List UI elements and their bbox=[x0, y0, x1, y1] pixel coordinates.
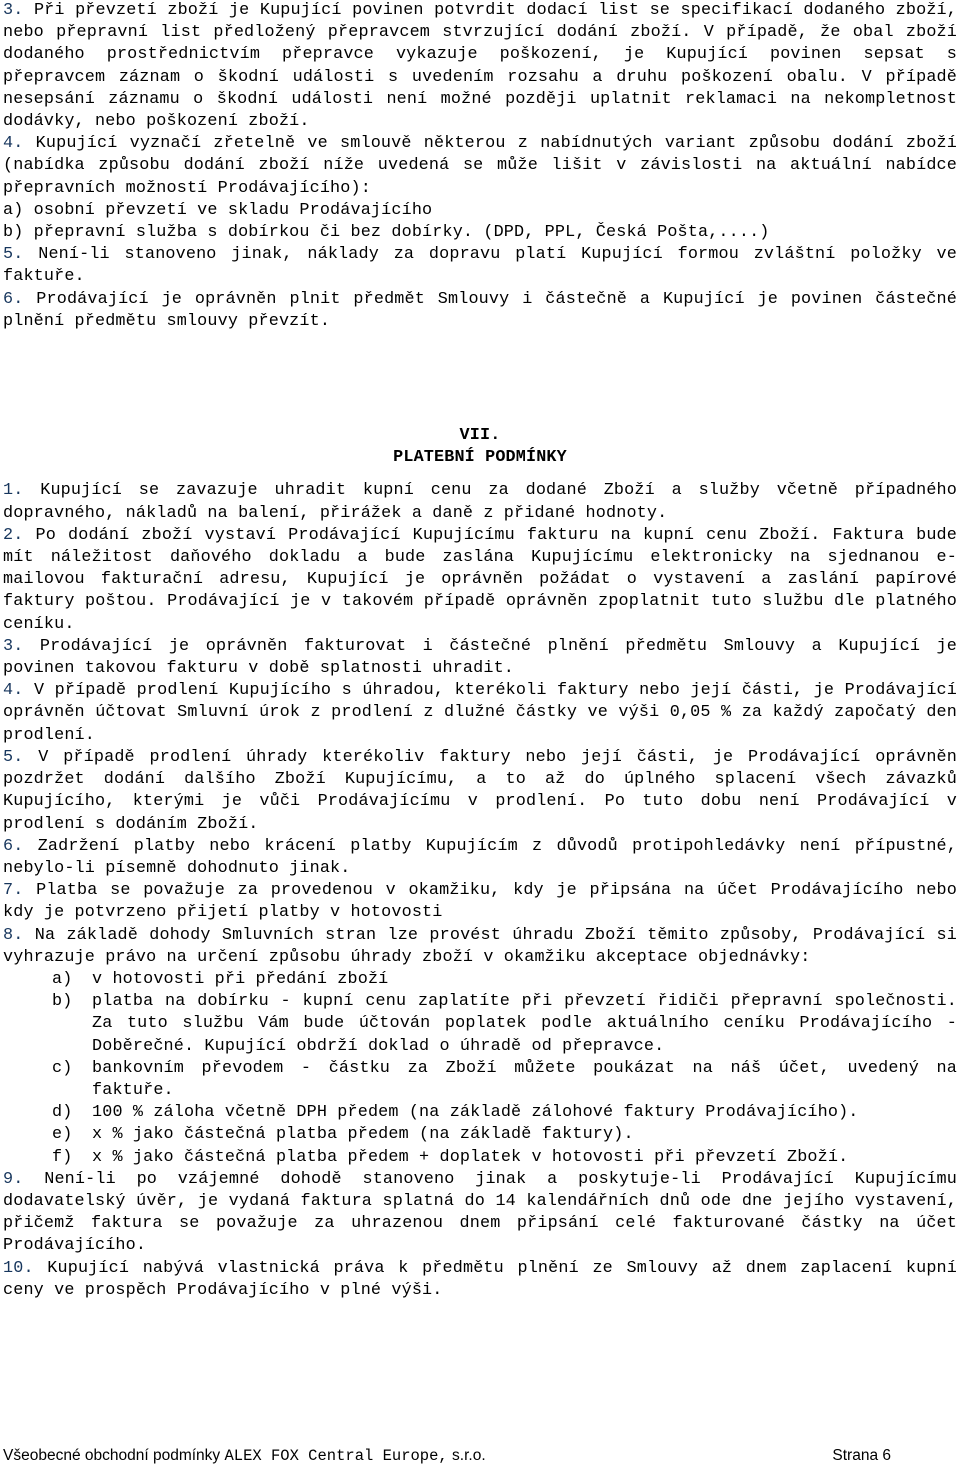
list-item bbox=[3, 969, 957, 991]
list-marker: a) bbox=[52, 969, 73, 989]
paragraph-text: Kupující vyznačí zřetelně ve smlouvě některou z nabídnutých variant způsobu dodání zboží (nabídka způsobu dodání zboží níže uvedená se může lišit v závislosti na aktuální nabídce přepravních možností Prodávajícího): bbox=[3, 134, 957, 198]
payment-paragraph-7 bbox=[3, 880, 957, 924]
payment-options-list bbox=[3, 969, 957, 1169]
paragraph-number: 2. bbox=[3, 525, 24, 545]
paragraph-number: 1. bbox=[3, 481, 24, 501]
payment-paragraph-9 bbox=[3, 1169, 957, 1258]
paragraph-number: 3. bbox=[3, 636, 24, 656]
paragraph-number: 8. bbox=[3, 925, 24, 945]
paragraph-text: Platba se považuje za provedenou v okamžiku, kdy je připsána na účet Prodávajícího nebo kdy je potvrzeno přijetí platby v hotovosti bbox=[3, 881, 957, 923]
paragraph-text: Není-li po vzájemné dohodě stanoveno jinak a poskytuje-li Prodávající Kupujícímu dodavatelský úvěr, je vydaná faktura splatná do 14 kalendářních dnů ode dne jejího vystavení, přičemž faktura se považuje za uhrazenou dnem připsání celé fakturované částky na účet Prodávajícího. bbox=[3, 1169, 957, 1256]
paragraph-number: 5. bbox=[3, 245, 24, 265]
paragraph-4 bbox=[3, 133, 957, 200]
payment-paragraph-8 bbox=[3, 925, 957, 969]
paragraph-5 bbox=[3, 244, 957, 288]
list-item bbox=[3, 991, 957, 1058]
paragraph-text: Kupující se zavazuje uhradit kupní cenu za dodané Zboží a služby včetně případného dopravného, nákladů na balení, přirážek a daně z přidané hodnoty. bbox=[3, 481, 957, 523]
list-marker: e) bbox=[52, 1125, 73, 1145]
paragraph-text: Po dodání zboží vystaví Prodávající Kupujícímu fakturu na kupní cenu Zboží. Faktura bude mít náležitost daňového dokladu a bude zaslána Kupujícímu elektronicky na sjednanou e-mailovou fakturační adresu, Kupující je oprávněn požádat o vystavení a zaslání papírové faktury poštou. Prodávající je v takovém případě oprávněn zpoplatnit tuto službu dle platného ceníku. bbox=[3, 525, 957, 634]
paragraph-number: 3. bbox=[3, 1, 24, 20]
list-marker: c) bbox=[52, 1058, 73, 1078]
footer-company-name: ALEX FOX Central Europe, bbox=[224, 1447, 448, 1465]
payment-paragraph-2 bbox=[3, 525, 957, 636]
list-item bbox=[3, 1147, 957, 1169]
paragraph-text: Prodávající je oprávněn plnit předmět Smlouvy i částečně a Kupující je povinen částečné plnění předmětu smlouvy převzít. bbox=[3, 289, 957, 331]
paragraph-number: 10. bbox=[3, 1258, 34, 1278]
paragraph-number: 4. bbox=[3, 681, 24, 701]
delivery-option-a: a) osobní převzetí ve skladu Prodávajícího bbox=[3, 200, 433, 220]
paragraph-text: Kupující nabývá vlastnická práva k předmětu plnění ze Smlouvy až dnem zaplacení kupní ceny ve prospěch Prodávajícího v plné výši. bbox=[3, 1258, 957, 1300]
page-number: Strana 6 bbox=[832, 1447, 891, 1464]
list-item-text: v hotovosti při předání zboží bbox=[92, 969, 389, 989]
footer-company-suffix: s.r.o. bbox=[447, 1447, 486, 1464]
payment-paragraph-10 bbox=[3, 1258, 957, 1302]
paragraph-text: Zadržení platby nebo krácení platby Kupujícím z důvodů protipohledávky není přípustné, nebylo-li písemně dohodnuto jinak. bbox=[3, 836, 957, 878]
payment-paragraph-6 bbox=[3, 836, 957, 880]
list-item bbox=[3, 1058, 957, 1102]
paragraph-text: Při převzetí zboží je Kupující povinen potvrdit dodací list se specifikací dodaného zboží, nebo přepravní list předložený přepravcem stvrzující dodání zboží. V případě, že obal zboží dodaného prostřednictvím přepravce vykazuje poškození, je Kupující povinen sepsat s přepravcem záznam o škodní události s uvedením rozsahu a druhu poškození obalu. V případě nesepsání záznamu o škodní události není možné později uplatnit reklamaci na nekompletnost dodávky, nebo poškození zboží. bbox=[3, 1, 957, 132]
paragraph-text: V případě prodlení úhrady kterékoliv faktury nebo její části, je Prodávající oprávněn pozdržet dodání dalšího Zboží Kupujícímu, a to až do úplného splacení všech závazků Kupujícího, kterými je vůči Prodávajícímu v prodlení. Po tuto dobu není Prodávající v prodlení s dodáním Zboží. bbox=[3, 747, 957, 834]
paragraph-text: Není-li stanoveno jinak, náklady za dopravu platí Kupující formou zvláštní položky ve faktuře. bbox=[3, 245, 957, 287]
list-marker: d) bbox=[52, 1103, 73, 1123]
paragraph-number: 6. bbox=[3, 836, 24, 856]
document-body bbox=[3, 0, 957, 1302]
paragraph-3 bbox=[3, 0, 957, 133]
paragraph-text: Na základě dohody Smluvních stran lze provést úhradu Zboží těmito způsoby, Prodávající si vyhrazuje právo na určení způsobu úhrady zboží v okamžiku akceptace objednávky: bbox=[3, 925, 957, 967]
paragraph-6 bbox=[3, 289, 957, 333]
paragraph-number: 6. bbox=[3, 289, 24, 309]
list-marker: f) bbox=[52, 1147, 73, 1167]
paragraph-number: 9. bbox=[3, 1169, 24, 1189]
list-item-text: bankovním převodem - částku za Zboží můžete poukázat na náš účet, uvedený na faktuře. bbox=[92, 1058, 957, 1100]
list-item-text: x % jako částečná platba předem (na základě faktury). bbox=[92, 1125, 634, 1145]
paragraph-text: V případě prodlení Kupujícího s úhradou, kterékoli faktury nebo její části, je Prodávající oprávněn účtovat Smluvní úrok z prodlení z dlužné částky ve výši 0,05 % za každý započatý den prodlení. bbox=[3, 681, 957, 745]
spacer bbox=[3, 469, 957, 480]
paragraph-text: Prodávající je oprávněn fakturovat i částečné plnění předmětu Smlouvy a Kupující je povinen takovou fakturu v době splatnosti uhradit. bbox=[3, 636, 957, 679]
list-item-text: x % jako částečná platba předem + doplatek v hotovosti při převzetí Zboží. bbox=[92, 1147, 849, 1167]
paragraph-number: 7. bbox=[3, 881, 24, 901]
list-item bbox=[3, 1124, 957, 1146]
payment-paragraph-4 bbox=[3, 680, 957, 747]
delivery-option-b: b) přepravní služba s dobírkou či bez dobírky. (DPD, PPL, Česká Pošta,....) bbox=[3, 223, 770, 243]
paragraph-number: 5. bbox=[3, 747, 24, 767]
list-item bbox=[3, 1102, 957, 1124]
payment-paragraph-3 bbox=[3, 636, 957, 680]
spacer bbox=[3, 333, 957, 425]
list-item-text: 100 % záloha včetně DPH předem (na základě zálohové faktury Prodávajícího). bbox=[92, 1103, 859, 1123]
footer-title-part: Všeobecné obchodní podmínky bbox=[3, 1447, 225, 1464]
paragraph-number: 4. bbox=[3, 134, 24, 154]
section-number: VII. bbox=[459, 426, 501, 446]
list-item-text: platba na dobírku - kupní cenu zaplatíte při převzetí řidiči přepravní společnosti. Za tuto službu Vám bude účtován poplatek podle aktuálního ceníku Prodávajícího - Doběrečné. Kupující obdrží doklad o úhradě od přepravce. bbox=[92, 992, 957, 1056]
payment-paragraph-1 bbox=[3, 480, 957, 524]
list-marker: b) bbox=[52, 992, 73, 1012]
page-footer bbox=[3, 1445, 891, 1467]
payment-paragraph-5 bbox=[3, 747, 957, 836]
section-title: PLATEBNÍ PODMÍNKY bbox=[393, 448, 567, 468]
